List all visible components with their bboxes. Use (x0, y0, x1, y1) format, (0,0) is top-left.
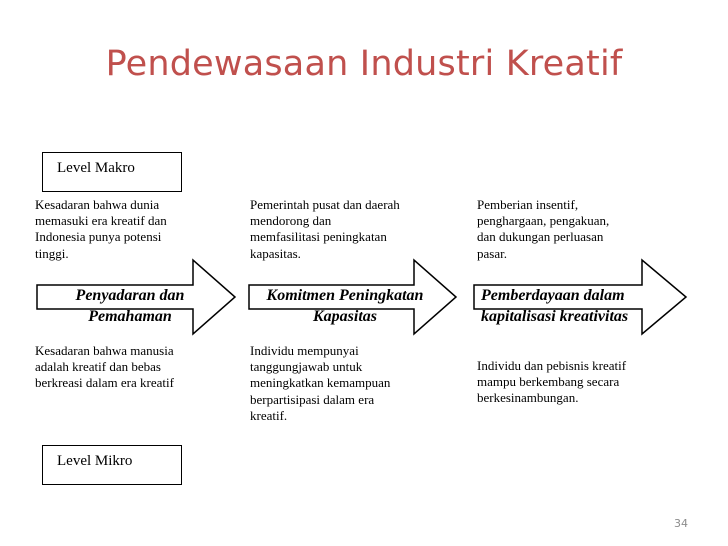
text-line: Indonesia punya potensi (35, 229, 162, 245)
text-line: Pemberian insentif, (477, 197, 579, 212)
text-line: memasuki era kreatif dan (35, 213, 167, 229)
text-line: Pemerintah pusat dan daerah (250, 197, 400, 212)
text-line: Individu mempunyai (250, 343, 359, 358)
text-line: memfasilitasi peningkatan (250, 229, 387, 245)
text-line: adalah kreatif dan bebas (35, 359, 161, 375)
text-line: Kesadaran bahwa manusia (35, 343, 174, 358)
text-line: berkesinambungan. (477, 390, 579, 406)
text-line: tanggungjawab untuk (250, 359, 363, 375)
label-line: Komitmen Peningkatan (266, 287, 424, 304)
label-line: Kapasitas (312, 308, 377, 325)
text-line: mampu berkembang secara (477, 374, 620, 390)
text-line: kapasitas. (250, 245, 301, 261)
label-line: Penyadaran dan (75, 287, 185, 304)
text-line: Individu dan pebisnis kreatif (477, 358, 627, 373)
stage-2-micro-text (250, 343, 390, 424)
text-line: kreatif. (250, 407, 288, 423)
label-line: Pemahaman (88, 308, 172, 325)
text-line: Kesadaran bahwa dunia (35, 197, 160, 212)
level-micro-label: Level Mikro (57, 453, 133, 469)
level-macro-label: Level Makro (57, 160, 135, 176)
label-line: Pemberdayaan dalam (481, 287, 625, 304)
text-line: penghargaan, pengakuan, (477, 213, 610, 229)
text-line: mendorong dan (250, 213, 332, 229)
text-line: dan dukungan perluasan (477, 229, 604, 245)
page-number: 34 (674, 517, 688, 530)
text-line: tinggi. (35, 245, 69, 261)
stage-1-label (40, 285, 220, 327)
slide-title: Pendewasaan Industri Kreatif (105, 44, 623, 84)
text-line: berpartisipasi dalam era (250, 391, 375, 407)
text-line: pasar. (477, 245, 507, 261)
level-micro-box (42, 445, 182, 485)
label-line: kapitalisasi kreativitas (481, 308, 629, 325)
stage-3-label (481, 285, 681, 327)
text-line: berkreasi dalam era kreatif (35, 375, 174, 391)
text-line: meningkatkan kemampuan (250, 375, 391, 391)
stage-2-label (252, 285, 438, 327)
stage-3-micro-text (477, 358, 626, 407)
stage-1-micro-text (35, 343, 174, 392)
